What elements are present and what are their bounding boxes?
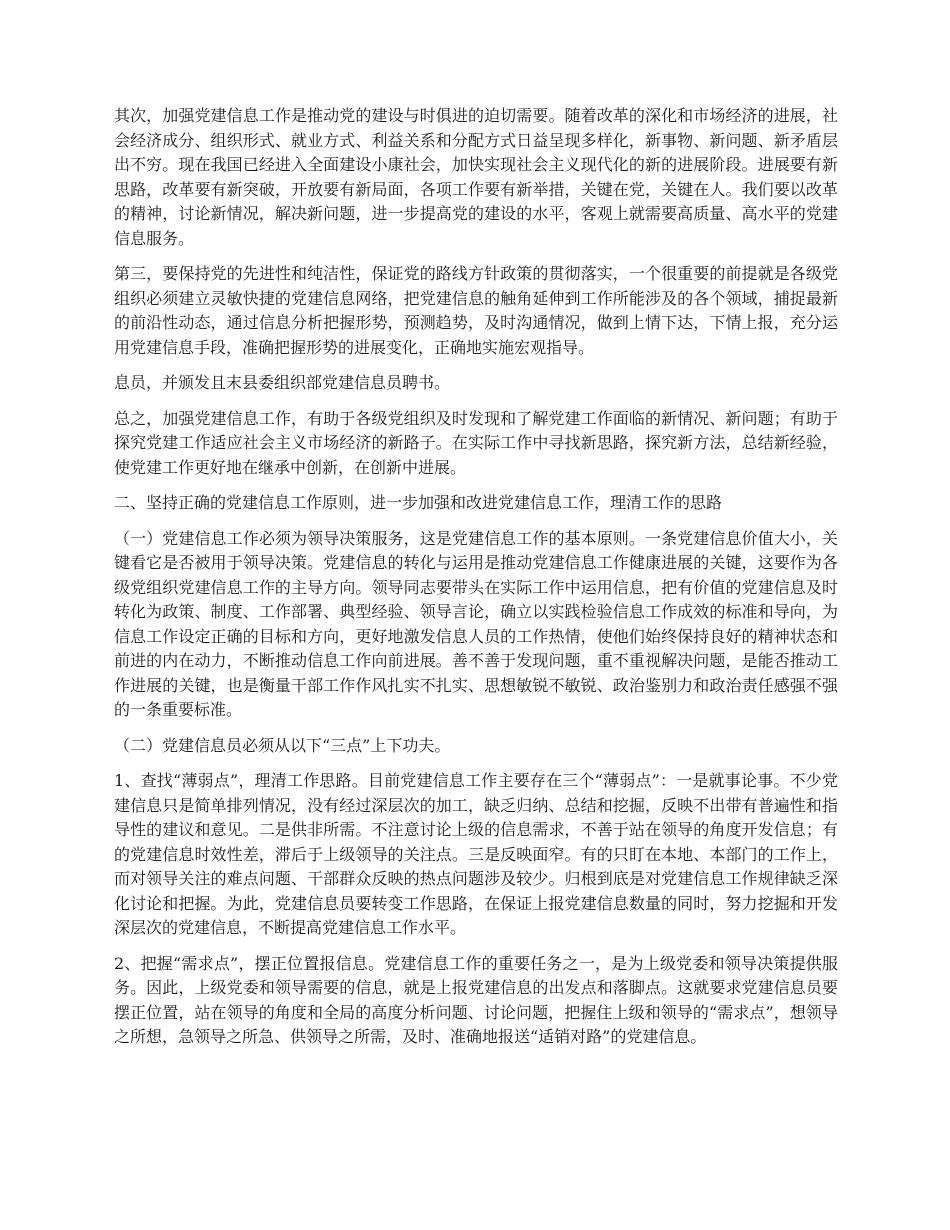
paragraph-fragment: 息员，并颁发且末县委组织部党建信息员聘书。 — [114, 373, 451, 392]
paragraph-third-reason: 第三，要保持党的先进性和纯洁性，保证党的路线方针政策的贯彻落实，一个很重要的前提就是各级党组织必须建立灵敏快捷的党建信息网络，把党建信息的触角延伸到工作所能涉及的各个领域，捕捉最新的前沿性动态，通过信息分析把握形势，预测趋势，及时沟通情况，做到上情下达，下情上报，充分运用党建信息手段，准确把握形势的进展变化，正确地实施宏观指导。 — [114, 264, 838, 357]
paragraph-summary: 总之，加强党建信息工作，有助于各级党组织及时发现和了解党建工作面临的新情况、新问题；有助于探究党建工作适应社会主义市场经济的新路子。在实际工作中寻找新思路，探究新方法，总结新经验，使党建工作更好地在继承中创新，在创新中进展。 — [114, 408, 838, 477]
paragraph-second-reason: 其次，加强党建信息工作是推动党的建设与时俱进的迫切需要。随着改革的深化和市场经济的进展，社会经济成分、组织形式、就业方式、利益关系和分配方式日益呈现多样化，新事物、新问题、新矛盾层出不穷。现在我国已经进入全面建设小康社会，加快实现社会主义现代化的新的进展阶段。进展要有新思路，改革要有新突破，开放要有新局面，各项工作要有新举措，关键在党，关键在人。我们要以改革的精神，讨论新情况，解决新问题，进一步提高党的建设的水平，客观上就需要高质量、高水平的党建信息服务。 — [114, 106, 838, 248]
document-page — [114, 104, 838, 1061]
paragraph-principle-one: （一）党建信息工作必须为领导决策服务，这是党建信息工作的基本原则。一条党建信息价值大小，关键看它是否被用于领导决策。党建信息的转化与运用是推动党建信息工作健康进展的关键，这要作为各级党组织党建信息工作的主导方向。领导同志要带头在实际工作中运用信息，把有价值的党建信息及时转化为政策、制度、工作部署、典型经验、领导言论，确立以实践检验信息工作成效的标准和导向，为信息工作设定正确的目标和方向，更好地激发信息人员的工作热情，使他们始终保持良好的精神状态和前进的内在动力，不断推动信息工作向前进展。善不善于发现问题，重不重视解决问题，是能否推动工作进展的关键，也是衡量干部工作作风扎实不扎实、思想敏锐不敏锐、政治鉴别力和政治责任感强不强的一条重要标准。 — [114, 528, 838, 719]
section-heading-two: 二、坚持正确的党建信息工作原则，进一步加强和改进党建信息工作，理清工作的思路 — [114, 493, 723, 512]
paragraph-demand-points: 2、把握“需求点”，摆正位置报信息。党建信息工作的重要任务之一，是为上级党委和领导决策提供服务。因此，上级党委和领导需要的信息，就是上报党建信息的出发点和落脚点。这就要求党建信息员要摆正位置，站在领导的角度和全局的高度分析问题、讨论问题，把握住上级和领导的“需求点”，想领导之所想，急领导之所急、供领导之所需，及时、准确地报送“适销对路”的党建信息。 — [114, 953, 838, 1046]
paragraph-weak-points: 1、查找“薄弱点”，理清工作思路。目前党建信息工作主要存在三个“薄弱点”：一是就事论事。不少党建信息只是简单排列情况，没有经过深层次的加工，缺乏归纳、总结和挖掘，反映不出带有普遍性和指导性的建议和意见。二是供非所需。不注意讨论上级的信息需求，不善于站在领导的角度开发信息；有的党建信息时效性差，滞后于上级领导的关注点。三是反映面窄。有的只盯在本地、本部门的工作上，而对领导关注的难点问题、干部群众反映的热点问题涉及较少。归根到底是对党建信息工作规律缺乏深化讨论和把握。为此，党建信息员要转变工作思路，在保证上报党建信息数量的同时，努力挖掘和开发深层次的党建信息，不断提高党建信息工作水平。 — [114, 771, 838, 937]
paragraph-principle-two: （二）党建信息员必须从以下“三点”上下功夫。 — [114, 735, 451, 755]
